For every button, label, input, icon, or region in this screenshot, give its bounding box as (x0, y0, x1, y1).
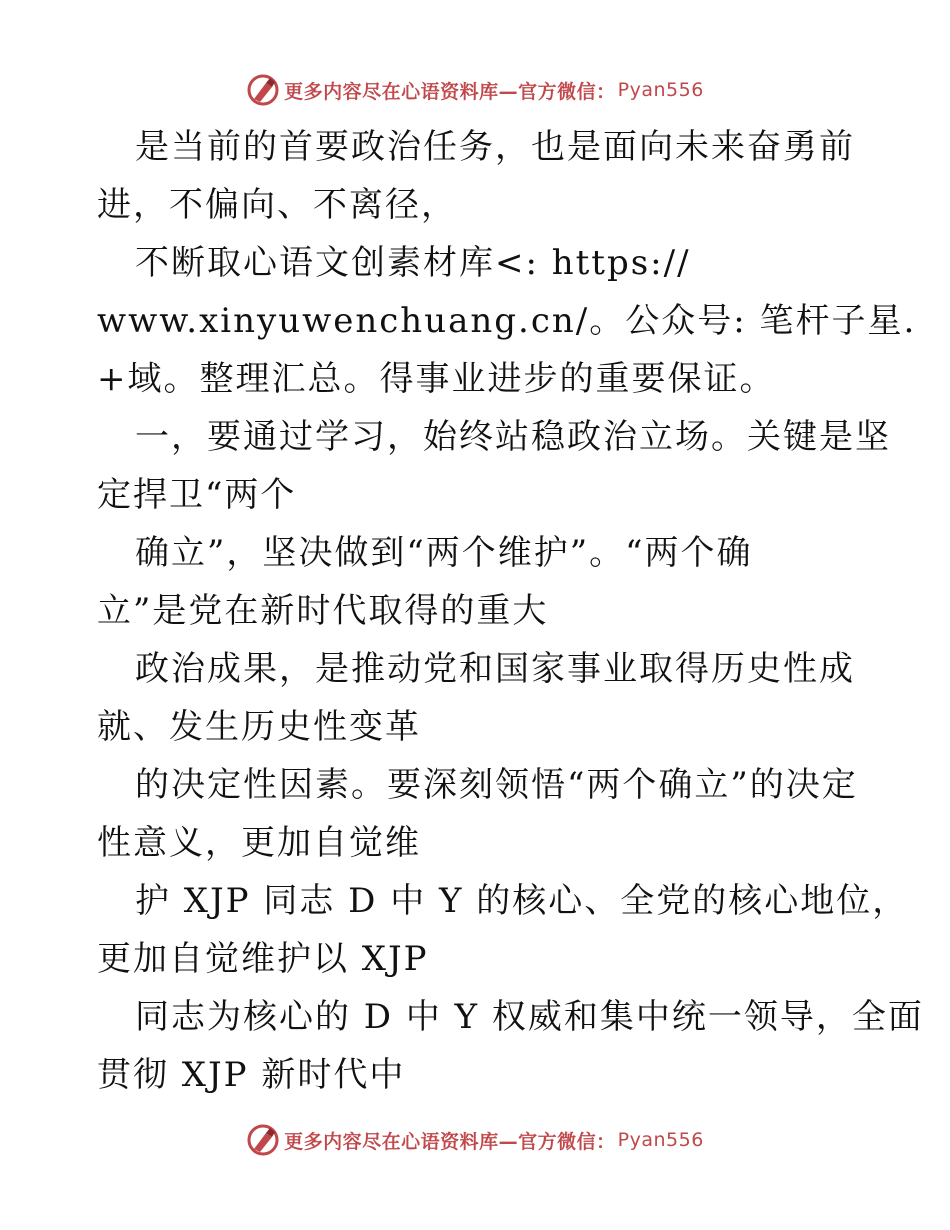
text-line: 就、发生历史性变革 (97, 707, 421, 747)
text-line: 是当前的首要政治任务，也是面向未来奋勇前 (135, 127, 855, 167)
text-line: 更加自觉维护以 XJP (97, 939, 429, 979)
text-line: 同志为核心的 D 中 Y 权威和集中统一领导，全面 (135, 997, 924, 1037)
text-line: 的决定性因素。要深刻领悟“两个确立”的决定 (135, 765, 858, 805)
text-line: 确立”，坚决做到“两个维护”。“两个确 (135, 533, 753, 573)
text-line: www.xinyuwenchuang.cn/。公众号: 笔杆子星. (97, 301, 917, 341)
pen-logo-icon (246, 73, 280, 107)
banner-handle: Pyan556 (617, 79, 704, 101)
text-line: 立”是党在新时代取得的重大 (97, 591, 549, 631)
document-body (97, 118, 924, 1104)
text-line: 不断取心语文创素材库<: https:// (135, 243, 691, 283)
banner-handle: Pyan556 (617, 1129, 704, 1151)
text-line: 政治成果，是推动党和国家事业取得历史性成 (135, 649, 855, 689)
text-line: 一，要通过学习，始终站稳政治立场。关键是坚 (135, 417, 891, 457)
text-line: 贯彻 XJP 新时代中 (97, 1055, 406, 1095)
banner-text: 更多内容尽在心语资料库—官方微信： (284, 80, 616, 103)
text-line: 定捍卫“两个 (97, 475, 297, 515)
banner-text: 更多内容尽在心语资料库—官方微信： (284, 1130, 616, 1153)
text-line: 护 XJP 同志 D 中 Y 的核心、全党的核心地位， (135, 881, 909, 921)
header-banner (0, 70, 950, 110)
text-line: +域。整理汇总。得事业进步的重要保证。 (97, 359, 776, 399)
footer-banner (0, 1120, 950, 1160)
text-line: 性意义，更加自觉维 (97, 823, 421, 863)
text-line: 进，不偏向、不离径， (97, 185, 457, 225)
pen-logo-icon (246, 1123, 280, 1157)
